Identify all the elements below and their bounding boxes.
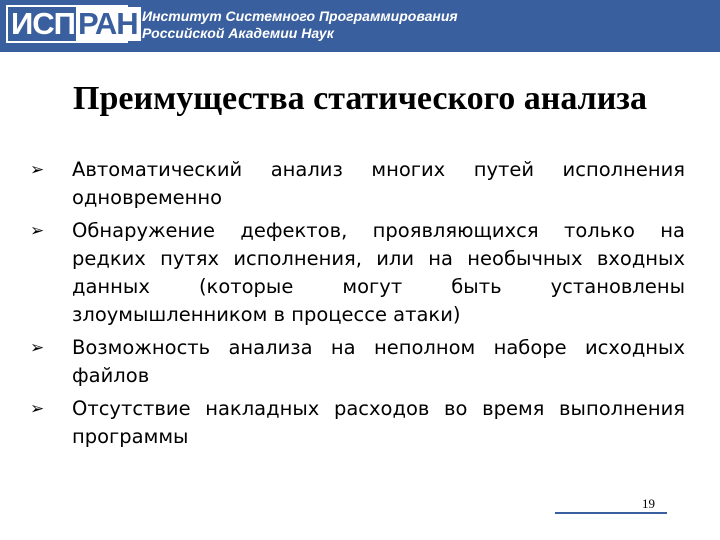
arrowhead-bullet-icon: ➢ [30, 399, 45, 419]
bullet-item [30, 334, 685, 390]
bullet-text: Обнаружение дефектов, проявляющихся только на редких путях исполнения, или на необычных входных данных (которые могут быть установлены злоумышленником в процессе атаки) [72, 219, 685, 326]
bullet-list [30, 156, 685, 456]
arrowhead-bullet-icon: ➢ [30, 160, 45, 180]
organization-line-2: Российской Академии Наук [142, 25, 334, 41]
ispran-logo [6, 5, 138, 43]
arrowhead-bullet-icon: ➢ [30, 338, 45, 358]
bullet-item [30, 395, 685, 451]
logo-text-isp: ИСП [11, 6, 75, 41]
arrowhead-bullet-icon: ➢ [30, 221, 45, 241]
slide-title: Преимущества статического анализа [73, 80, 647, 117]
logo-text-ran: РАН [76, 7, 141, 41]
organization-line-1: Институт Системного Программирования [142, 8, 458, 24]
bullet-text: Отсутствие накладных расходов во время выполнения программы [72, 397, 685, 448]
organization-name [142, 8, 458, 42]
bullet-item [30, 156, 685, 212]
footer-rule [555, 512, 667, 514]
bullet-text: Автоматический анализ многих путей исполнения одновременно [72, 158, 685, 209]
page-number: 19 [642, 496, 655, 511]
header-banner [0, 0, 720, 52]
bullet-text: Возможность анализа на неполном наборе исходных файлов [72, 336, 685, 387]
bullet-item [30, 217, 685, 329]
